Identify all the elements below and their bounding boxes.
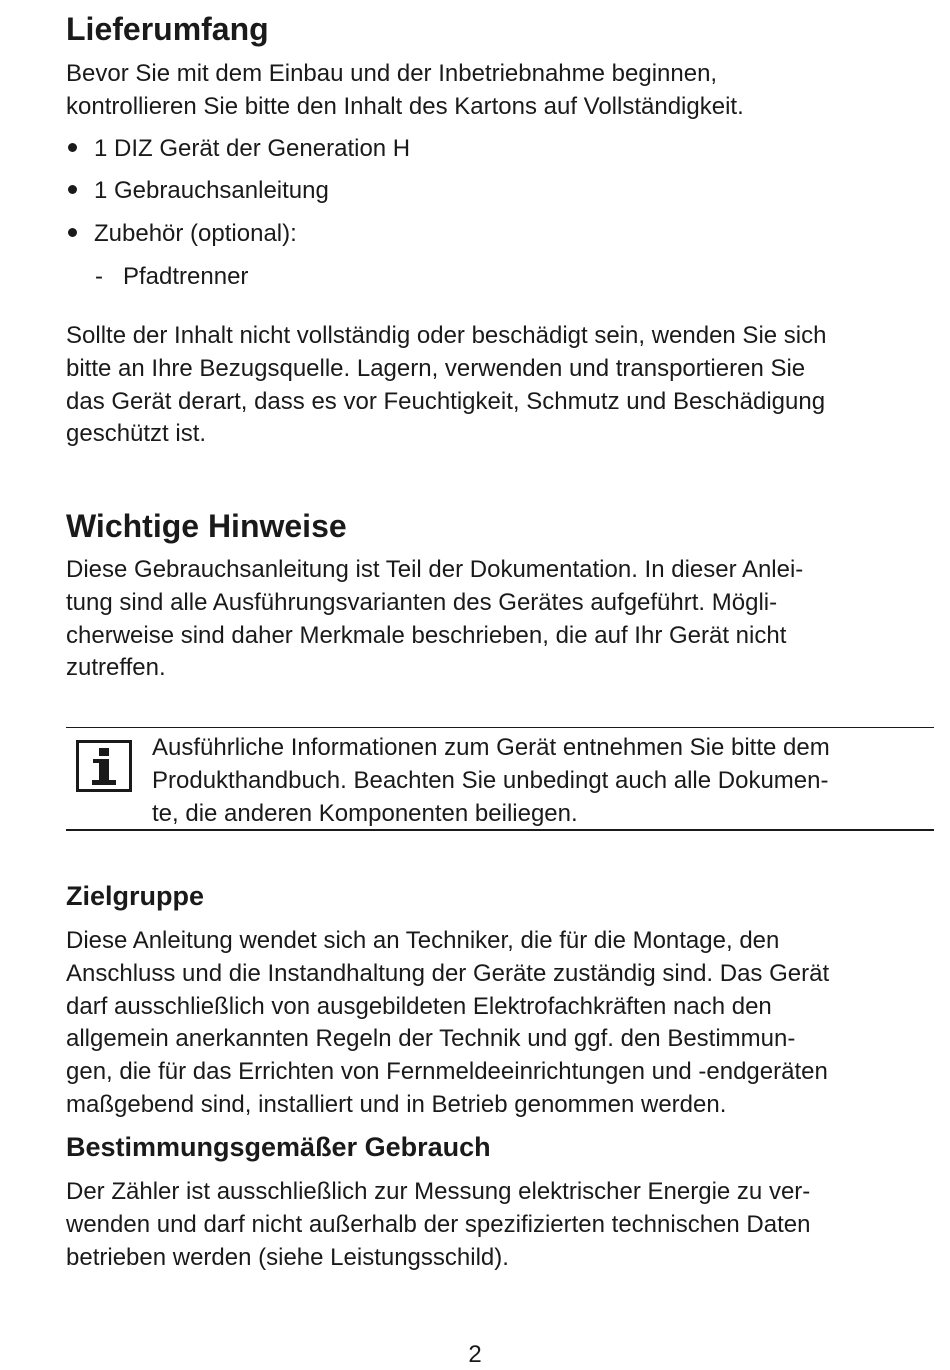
- text-line: betrieben werden (siehe Leistungsschild).: [66, 1243, 509, 1271]
- sub-list-item-label: Pfadtrenner: [123, 263, 249, 290]
- text-line: Ausführliche Informationen zum Gerät entnehmen Sie bitte dem: [152, 734, 830, 761]
- info-icon: [76, 740, 132, 792]
- text-line: zutreffen.: [66, 654, 166, 682]
- list-item-label: 1 DIZ Gerät der Generation H: [94, 135, 411, 162]
- text-line: gen, die für das Errichten von Fernmeldeeinrichtungen und -endgeräten: [66, 1058, 828, 1086]
- bullet-icon: [68, 143, 77, 152]
- text-line: cherweise sind daher Merkmale beschrieben, die auf Ihr Gerät nicht: [66, 621, 787, 649]
- zielgruppe-text: [66, 925, 934, 1122]
- list-item-label: Zubehör (optional):: [94, 220, 297, 247]
- text-line: Produkthandbuch. Beachten Sie unbedingt auch alle Dokumen-: [152, 766, 829, 794]
- text-line: kontrollieren Sie bitte den Inhalt des Kartons auf Vollständigkeit.: [66, 92, 744, 120]
- list-item: [66, 218, 297, 250]
- text-line: wenden und darf nicht außerhalb der spezifizierten technischen Daten: [66, 1210, 811, 1238]
- sub-list-item: [95, 261, 248, 293]
- text-line: Anschluss und die Instandhaltung der Geräte zuständig sind. Das Gerät: [66, 959, 830, 987]
- text-line: allgemein anerkannten Regeln der Technik und ggf. den Bestimmun-: [66, 1025, 796, 1053]
- lieferumfang-outro: [66, 320, 934, 451]
- gebrauch-text: [66, 1176, 934, 1274]
- text-line: Der Zähler ist ausschließlich zur Messung elektrischer Energie zu ver-: [66, 1178, 811, 1205]
- text-line: Diese Anleitung wendet sich an Techniker, die für die Montage, den: [66, 927, 780, 954]
- text-line: geschützt ist.: [66, 420, 207, 448]
- info-box-text: [152, 732, 942, 830]
- list-item: [66, 175, 329, 207]
- text-line: bitte an Ihre Bezugsquelle. Lagern, verwenden und transportieren Sie: [66, 354, 806, 382]
- bullet-icon: [68, 228, 77, 237]
- page-number: 2: [468, 1341, 482, 1368]
- heading-wichtige-hinweise: Wichtige Hinweise: [66, 508, 347, 544]
- heading-lieferumfang: Lieferumfang: [66, 11, 269, 47]
- lieferumfang-intro: [66, 58, 934, 124]
- text-line: maßgebend sind, installiert und in Betrieb genommen werden.: [66, 1090, 727, 1118]
- text-line: Sollte der Inhalt nicht vollständig oder beschädigt sein, wenden Sie sich: [66, 322, 827, 349]
- text-line: Bevor Sie mit dem Einbau und der Inbetriebnahme beginnen,: [66, 60, 718, 87]
- info-box: [66, 727, 934, 831]
- hinweise-text: [66, 554, 934, 685]
- text-line: darf ausschließlich von ausgebildeten Elektrofachkräften nach den: [66, 992, 772, 1020]
- text-line: das Gerät derart, dass es vor Feuchtigkeit, Schmutz und Beschädigung: [66, 387, 826, 415]
- heading-zielgruppe: Zielgruppe: [66, 881, 205, 911]
- list-item: [66, 133, 410, 165]
- heading-bestimmungsgemaesser-gebrauch: Bestimmungsgemäßer Gebrauch: [66, 1132, 491, 1162]
- list-item-label: 1 Gebrauchsanleitung: [94, 177, 329, 204]
- text-line: tung sind alle Ausführungsvarianten des Gerätes aufgeführt. Mögli-: [66, 588, 778, 616]
- text-line: te, die anderen Komponenten beiliegen.: [152, 799, 578, 827]
- bullet-icon: [68, 185, 77, 194]
- text-line: Diese Gebrauchsanleitung ist Teil der Dokumentation. In dieser Anlei-: [66, 556, 804, 583]
- dash-marker: -: [95, 263, 103, 290]
